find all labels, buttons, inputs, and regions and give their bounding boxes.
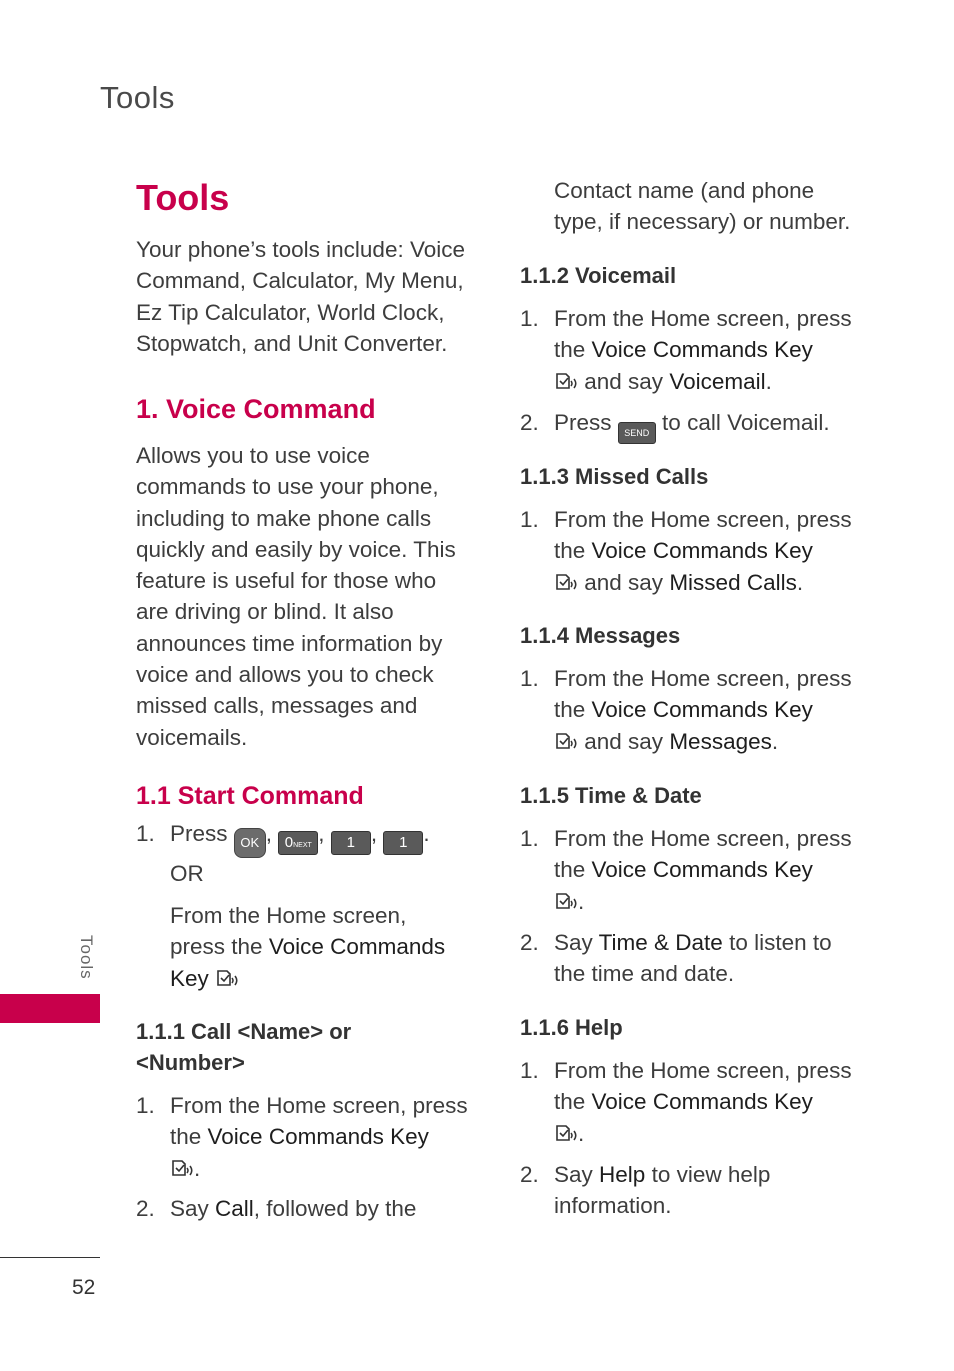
zero-key-label: 0 xyxy=(284,834,294,851)
step-body xyxy=(554,407,830,444)
step-line-2 xyxy=(554,854,852,885)
step-line-2-pre: the xyxy=(554,1089,592,1115)
step-line-3: . xyxy=(554,1118,852,1149)
step-pre: Say xyxy=(554,1162,600,1187)
step-line-2-pre: the xyxy=(554,337,592,363)
call-name-heading-line-2: <Number> xyxy=(136,1050,245,1075)
step-line-2 xyxy=(554,535,852,566)
step-line-2-kw: Voice Commands Key xyxy=(591,337,813,363)
step-post: to call Voicemail. xyxy=(662,410,830,435)
voice-commands-key-icon xyxy=(554,372,578,392)
one-key-icon xyxy=(331,831,371,855)
step-line-2-pre: the xyxy=(554,538,592,564)
missed-calls-heading: 1.1.3 Missed Calls xyxy=(520,464,709,489)
step-body xyxy=(170,1193,416,1224)
call-name-heading xyxy=(136,1016,351,1078)
step-body: Press OK , 0NEXT , 1 , 1 . xyxy=(170,818,430,858)
step-line-3-pre: and say xyxy=(578,569,670,595)
step-line-3-kw: Voicemail xyxy=(669,368,766,394)
alt-line-1: From the Home screen, xyxy=(170,903,407,928)
step-number: 1. xyxy=(520,826,539,851)
one-key-label-2: 1 xyxy=(399,834,408,851)
step-kw: Time & Date xyxy=(598,930,723,955)
step-body xyxy=(554,1159,770,1222)
voice-commands-key-icon xyxy=(215,969,239,989)
step-line-3-kw: Missed Calls xyxy=(669,569,797,595)
step-line-3: . xyxy=(170,1153,468,1184)
step-body xyxy=(170,1090,468,1184)
continuation-line-2: type, if necessary) or number. xyxy=(554,209,851,235)
step-line-1 xyxy=(554,1159,770,1190)
step-body xyxy=(554,663,852,757)
voice-commands-key-icon xyxy=(554,732,578,752)
step-line-2 xyxy=(554,334,852,365)
step-line-3-pre: and say xyxy=(578,728,670,754)
help-heading: 1.1.6 Help xyxy=(520,1015,623,1040)
step-pre: Say xyxy=(554,930,599,955)
step-number: 1. xyxy=(520,507,539,532)
step-line-2-kw: Voice Commands Key xyxy=(591,857,813,883)
one-key-icon-2 xyxy=(383,831,423,855)
step-post: to listen to xyxy=(722,930,832,955)
ok-key-icon: OK xyxy=(234,828,266,858)
one-key-label: 1 xyxy=(346,834,355,851)
footer-rule xyxy=(0,1257,100,1258)
start-command-heading: 1.1 Start Command xyxy=(136,782,364,810)
step-line-1: From the Home screen, press xyxy=(554,306,852,331)
step-line-3: and say Messages. xyxy=(554,726,852,757)
messages-heading: 1.1.4 Messages xyxy=(520,623,681,648)
step-line-3: . xyxy=(554,886,852,917)
step-kw: Help xyxy=(599,1162,646,1187)
step-number: 1. xyxy=(520,306,539,331)
step-line-2-kw: Voice Commands Key xyxy=(591,538,813,564)
zero-key-sublabel: NEXT xyxy=(293,842,312,849)
voice-command-body: Allows you to use voice commands to use your phone, including to make phone calls quickly and easily by voice. This feature is useful for those who are driving or blind. It also announces time information by voice and allows you to check missed calls, messages and voicemails. xyxy=(136,443,456,750)
start-command-alt xyxy=(170,900,490,994)
step-line-2-pre: the xyxy=(554,857,592,883)
step-number: 2. xyxy=(520,410,539,435)
time-date-heading: 1.1.5 Time & Date xyxy=(520,783,702,808)
step-line-2-kw: Voice Commands Key xyxy=(591,697,813,723)
step-line-2-pre: the xyxy=(554,697,592,723)
side-tab-label: Tools xyxy=(77,935,96,980)
step-line-2 xyxy=(554,1086,852,1117)
contact-continuation xyxy=(554,175,850,238)
voice-commands-key-icon xyxy=(554,573,578,593)
step-line-1: From the Home screen, press xyxy=(554,507,852,532)
voice-commands-key-icon xyxy=(554,1124,578,1144)
send-key-icon: SEND xyxy=(618,422,656,444)
step-line-1: From the Home screen, press xyxy=(554,1058,852,1083)
alt-line-3 xyxy=(170,963,490,994)
step-line-3: and say Voicemail. xyxy=(554,366,852,397)
press-text: Press xyxy=(170,821,228,846)
step-line-1: From the Home screen, press xyxy=(170,1093,468,1118)
step-body xyxy=(554,823,852,917)
alt-line-2 xyxy=(170,931,490,962)
step-number: 2. xyxy=(136,1196,155,1221)
step-number: 1. xyxy=(136,1093,155,1118)
step-line-2-kw: Voice Commands Key xyxy=(591,1089,813,1115)
step-line-1: From the Home screen, press xyxy=(554,826,852,851)
voice-commands-key-icon xyxy=(554,892,578,912)
voice-command-heading: 1. Voice Command xyxy=(136,394,376,424)
alt-line-2-kw: Voice Commands xyxy=(268,934,446,960)
side-tab-bar xyxy=(0,994,100,1023)
step-line-2-kw: Voice Commands Key xyxy=(207,1124,429,1150)
zero-key-icon xyxy=(278,831,318,855)
step-line-2 xyxy=(170,1121,468,1152)
alt-line-2-pre: press the xyxy=(170,934,269,960)
step-number: 1. xyxy=(520,1058,539,1083)
header-title: Tools xyxy=(100,80,175,115)
step-body xyxy=(554,927,832,990)
step-line-3-kw: Messages xyxy=(669,728,772,754)
step-line-2 xyxy=(554,694,852,725)
step-post: , followed by the xyxy=(253,1196,417,1221)
alt-line-3-kw: Key xyxy=(170,965,209,991)
step-post: to view help xyxy=(645,1162,771,1187)
or-text: OR xyxy=(170,861,204,886)
call-name-heading-line-1: 1.1.1 Call <Name> or xyxy=(136,1019,352,1044)
step-line-3-pre: and say xyxy=(578,368,670,394)
step-number: 1. xyxy=(520,666,539,691)
step-line-2: information. xyxy=(554,1193,672,1219)
step-pre: Say xyxy=(170,1196,216,1221)
step-line-3: and say Missed Calls. xyxy=(554,567,852,598)
voice-commands-key-icon xyxy=(170,1159,194,1179)
step-number: 1. xyxy=(136,821,155,846)
step-number: 2. xyxy=(520,1162,539,1187)
step-line-2: the time and date. xyxy=(554,961,735,987)
step-line-1: From the Home screen, press xyxy=(554,666,852,691)
step-pre: Press xyxy=(554,410,612,435)
voicemail-heading: 1.1.2 Voicemail xyxy=(520,263,677,288)
continuation-line-1: Contact name (and phone xyxy=(554,178,815,203)
step-number: 2. xyxy=(520,930,539,955)
step-line-1 xyxy=(554,927,832,958)
step-line-2-pre: the xyxy=(170,1124,208,1150)
step-body xyxy=(554,1055,852,1149)
intro-paragraph: Your phone’s tools include: Voice Command, Calculator, My Menu, Ez Tip Calculator, World Clock, Stopwatch, and Unit Converter. xyxy=(136,237,465,356)
step-body xyxy=(554,504,852,598)
step-body xyxy=(554,303,852,397)
section-title: Tools xyxy=(136,177,230,218)
page-number: 52 xyxy=(72,1276,96,1299)
step-kw: Call xyxy=(215,1196,254,1221)
